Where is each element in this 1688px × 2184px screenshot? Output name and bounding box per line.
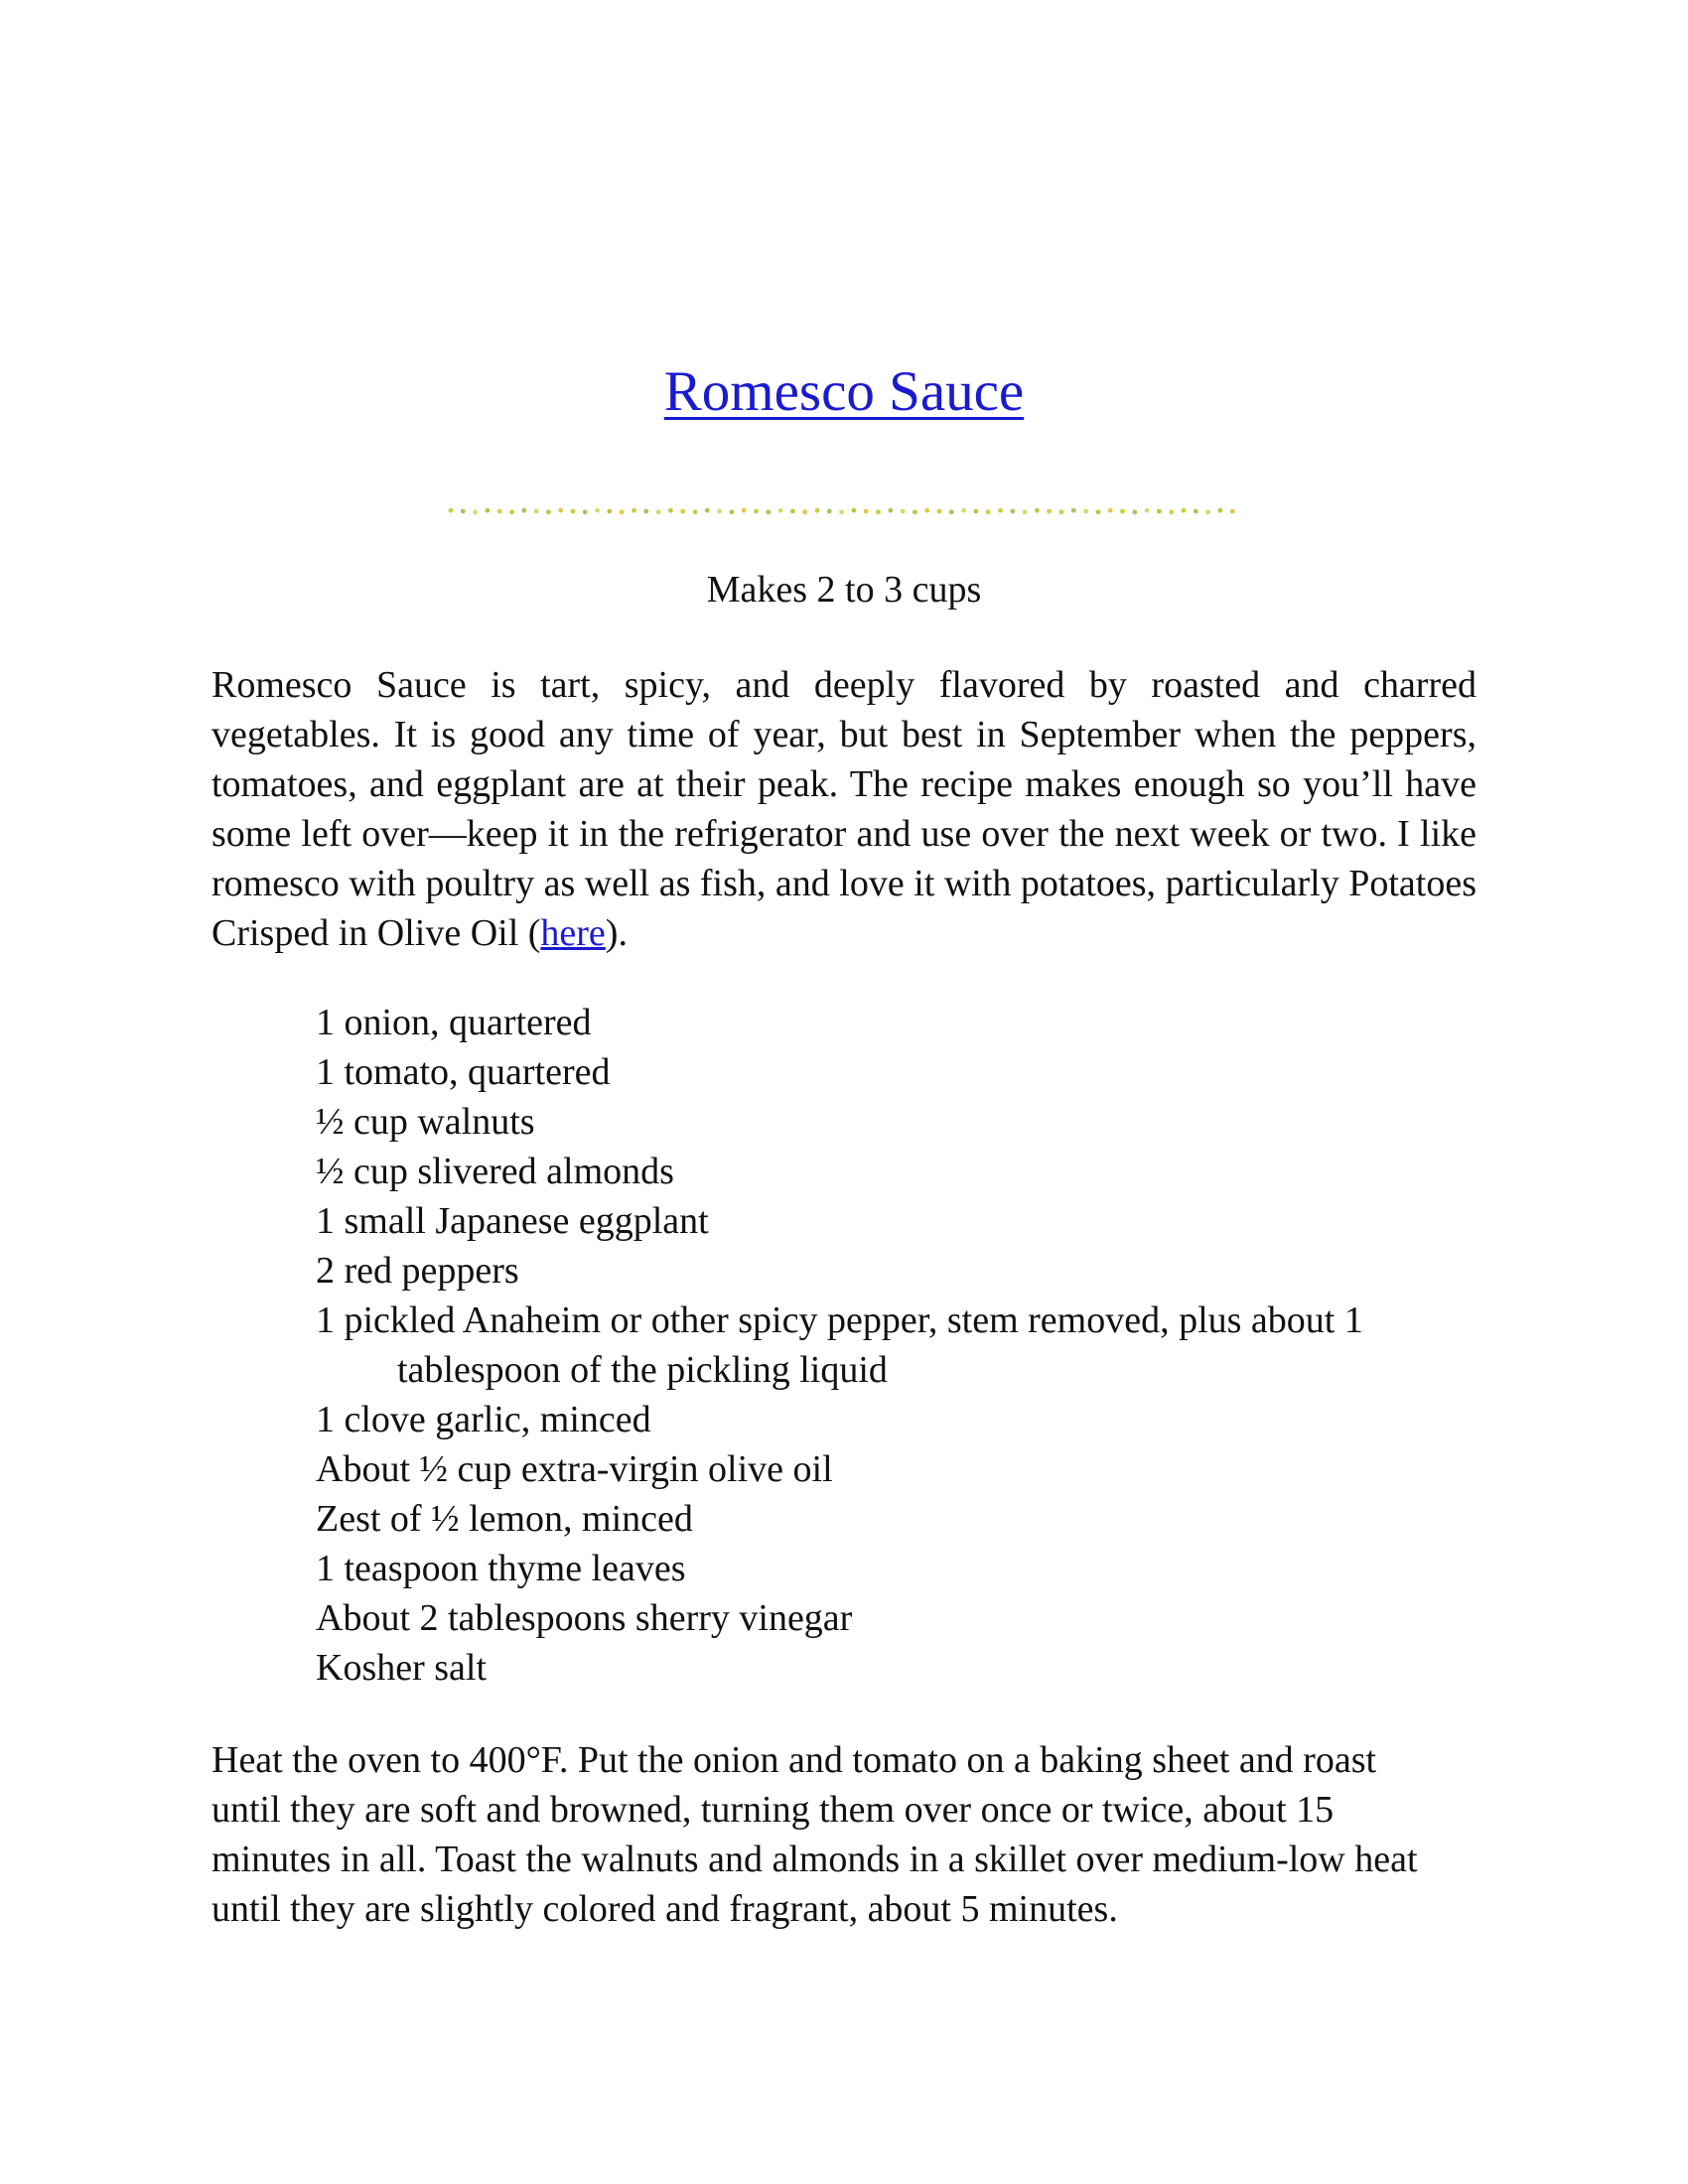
divider-dot xyxy=(668,508,673,513)
divider-dot xyxy=(705,508,710,513)
divider-dot xyxy=(754,509,759,514)
divider-dot xyxy=(546,509,551,514)
divider-dot xyxy=(864,509,869,514)
divider-dot xyxy=(888,508,893,513)
divider-dot xyxy=(558,508,563,513)
divider-dot xyxy=(1157,509,1162,514)
divider-dot xyxy=(473,509,478,514)
ingredients-list xyxy=(316,998,1487,1693)
divider-dot xyxy=(1194,509,1198,514)
divider-dot xyxy=(742,508,747,513)
divider-dot xyxy=(449,508,454,513)
divider-dot xyxy=(571,509,576,514)
ingredient-item: 2 red peppers xyxy=(316,1250,519,1292)
divider-dot xyxy=(595,508,600,513)
divider-dot xyxy=(839,509,844,514)
intro-text-before: Romesco Sauce is tart, spicy, and deeply flavored by roasted and charred vegetables. It is good any time of year, but best in September when the peppers, tomatoes, and eggplant are at their peak. The recipe makes enough so you’ll have some left over—keep it in the refrigerator and use over the next week or two. I like romesco with poultry as well as fish, and love it with potatoes, particularly Potatoes Crisped in Olive Oil ( xyxy=(211,664,1477,954)
divider-dot xyxy=(534,509,539,514)
divider-dot xyxy=(901,509,906,514)
ingredient-item: ½ cup walnuts xyxy=(316,1101,535,1143)
divider-dot xyxy=(1132,509,1137,514)
divider-dot xyxy=(815,508,820,513)
divider-dot xyxy=(876,509,881,514)
ingredient-item: About 2 tablespoons sherry vinegar xyxy=(316,1597,853,1639)
ingredient-item: 1 clove garlic, minced xyxy=(316,1399,651,1440)
intro-text-after: ). xyxy=(605,912,628,954)
divider-dot xyxy=(1059,509,1064,514)
ingredient-item: 1 pickled Anaheim or other spicy pepper, stem removed, plus about 1 tablespoon of the pickling liquid xyxy=(316,1299,1363,1391)
divider-dot xyxy=(998,508,1003,513)
divider-dot xyxy=(790,509,795,514)
divider-dot xyxy=(778,508,783,513)
divider-dot xyxy=(949,509,954,514)
ingredient-item: Kosher salt xyxy=(316,1647,488,1689)
divider-dot xyxy=(1218,508,1223,513)
divider-dot xyxy=(1230,509,1235,514)
title-wrapper xyxy=(0,359,1688,424)
divider-dot xyxy=(1182,508,1187,513)
divider-dot xyxy=(766,509,771,514)
divider-dot xyxy=(913,509,917,514)
ingredient-item: ½ cup slivered almonds xyxy=(316,1151,674,1192)
divider-dot xyxy=(632,508,636,513)
divider-dot xyxy=(620,509,625,514)
divider-dot xyxy=(1205,509,1210,514)
divider-dot xyxy=(827,509,832,514)
divider-dot xyxy=(1083,509,1088,514)
divider-dot xyxy=(986,509,991,514)
divider-dot xyxy=(509,509,514,514)
ingredient-item: About ½ cup extra-virgin olive oil xyxy=(316,1448,833,1490)
divider-dot xyxy=(680,509,685,514)
ingredient-item: 1 tomato, quartered xyxy=(316,1051,611,1093)
divider-dot xyxy=(1169,509,1174,514)
divider-dot xyxy=(1035,508,1040,513)
divider-dot xyxy=(656,509,661,514)
divider-dot xyxy=(852,508,857,513)
ingredient-item: Zest of ½ lemon, minced xyxy=(316,1498,693,1540)
divider-dot xyxy=(1096,509,1101,514)
divider-dot xyxy=(693,509,698,514)
divider-dot xyxy=(608,509,613,514)
divider-dot xyxy=(1145,508,1150,513)
divider-dot xyxy=(1023,509,1028,514)
recipe-intro xyxy=(211,660,1477,958)
divider-dot xyxy=(521,508,526,513)
ingredient-item: 1 small Japanese eggplant xyxy=(316,1200,709,1242)
divider-dot xyxy=(1071,508,1076,513)
divider-dot xyxy=(802,509,807,514)
divider-dot xyxy=(1108,508,1113,513)
divider-dot xyxy=(937,509,942,514)
divider-dot xyxy=(974,509,979,514)
divider-dot xyxy=(1120,509,1125,514)
ingredient-item: 1 onion, quartered xyxy=(316,1002,592,1043)
divider-dot xyxy=(924,508,929,513)
divider-dot xyxy=(486,508,491,513)
divider-dot xyxy=(717,509,722,514)
divider-dot xyxy=(497,509,502,514)
divider-dot xyxy=(461,509,466,514)
potatoes-recipe-link[interactable]: here xyxy=(540,912,606,954)
decorative-dotted-divider xyxy=(447,502,1241,520)
ingredient-item: 1 teaspoon thyme leaves xyxy=(316,1548,686,1589)
recipe-yield: Makes 2 to 3 cups xyxy=(706,569,982,611)
divider-dot xyxy=(730,509,735,514)
divider-dot xyxy=(643,509,648,514)
recipe-title-link[interactable]: Romesco Sauce xyxy=(663,360,1025,423)
divider-dot xyxy=(961,508,966,513)
method-paragraph: Heat the oven to 400°F. Put the onion and tomato on a baking sheet and roast until they are soft and browned, turning them over once or twice, about 15 minutes in all. Toast the walnuts and almonds in a skillet over medium-low heat until they are slightly colored and fragrant, about 5 minutes. xyxy=(211,1739,1418,1930)
divider-dot xyxy=(583,509,588,514)
divider-dot xyxy=(1047,509,1052,514)
divider-dot xyxy=(1010,509,1015,514)
